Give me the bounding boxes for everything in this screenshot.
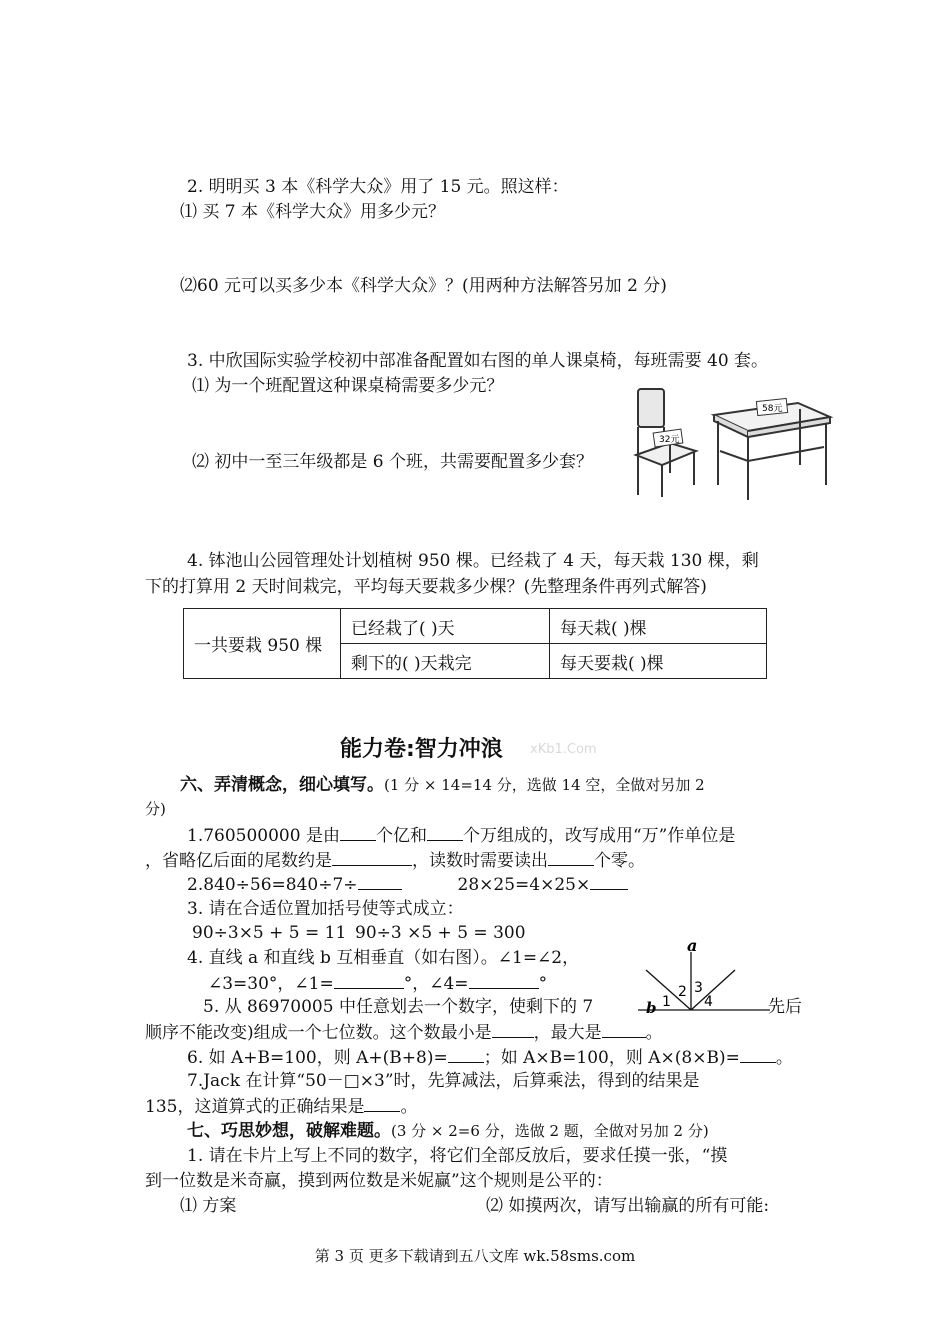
chair-price-tag: 32元	[659, 435, 680, 445]
blank-product[interactable]	[740, 1046, 776, 1063]
s6-item3-eq2: 90÷3 ×5 + 5 = 300	[355, 923, 526, 943]
s6-i1-text-e: ，读数时需要读出	[412, 851, 548, 871]
s7-item1-line2: 到一位数是米奇赢，摸到两位数是米妮赢”这个规则是公平的：	[145, 1171, 613, 1191]
q2-stem: 2. 明明买 3 本《科学大众》用了 15 元。照这样：	[187, 177, 569, 197]
angle-2-label: 2	[678, 984, 687, 1000]
watermark: xKb1.Com	[530, 742, 597, 757]
angle-1-label: 1	[662, 994, 671, 1010]
s6-item5-line1-a: 5. 从 86970005 中任意划去一个数字，使剩下的 7	[203, 997, 594, 1017]
s6-item5-line1-b: 先后	[768, 997, 802, 1017]
s6-i6-text-b: ；如 A×B=100，则 A×(8×B)=	[483, 1048, 740, 1068]
s6-i1-text-c: 个万组成的，改写成用“万”作单位是	[462, 826, 736, 846]
s6-i5-text-d: ，最大是	[533, 1023, 602, 1043]
s6-i2-text-b: 28×25=4×25×	[457, 875, 591, 895]
s6-i2-text-a: 2.840÷56=840÷7÷	[187, 875, 358, 895]
s6-i1-text-f: 个零。	[594, 851, 645, 871]
desk-chair-illustration	[630, 385, 840, 503]
blank-billions[interactable]	[340, 824, 376, 841]
q4-line2: 下的打算用 2 天时间栽完，平均每天要栽多少棵？(先整理条件再列式解答)	[145, 577, 707, 597]
angle-diagram	[610, 938, 770, 1018]
s6-i5-text-c: 顺序不能改变)组成一个七位数。这个数最小是	[145, 1023, 492, 1043]
s6-heading-note: (1 分 × 14=14 分，选做 14 空，全做对另加 2	[384, 776, 705, 794]
s6-item4-line1: 4. 直线 a 和直线 b 互相垂直（如右图）。∠1=∠2，	[187, 948, 580, 968]
s6-i4-text-b: ∠3=30°，∠1=	[208, 974, 334, 994]
table-cell-remaining-days[interactable]: 剩下的( )天栽完	[341, 644, 550, 679]
s6-i7-text-c: 。	[400, 1097, 418, 1117]
s6-i4-text-c: °，∠4=	[403, 974, 469, 994]
s6-i6-text-c: 。	[775, 1048, 793, 1068]
q4-line1: 4. 钵池山公园管理处计划植树 950 棵。已经栽了 4 天，每天栽 130 棵，剩	[187, 551, 759, 571]
s6-i1-text-a: 1.760500000 是由	[187, 826, 340, 846]
s6-item7-line1: 7.Jack 在计算“50－□×3”时，先算减法，后算乘法，得到的结果是	[187, 1071, 700, 1091]
blank-correct-result[interactable]	[364, 1095, 400, 1112]
s6-heading-note2: 分)	[145, 800, 166, 818]
s6-item3-eq1: 90÷3×5 + 5 = 11	[192, 923, 347, 943]
blank-zeros[interactable]	[548, 849, 594, 866]
angle-3-label: 3	[694, 980, 703, 996]
section-title: 能力卷:智力冲浪	[340, 737, 503, 762]
s6-heading	[180, 774, 705, 796]
blank-max[interactable]	[602, 1021, 646, 1038]
table-cell-per-day[interactable]: 每天栽( )棵	[550, 609, 767, 644]
s6-item1-line1	[187, 824, 735, 847]
table-total: 一共要栽 950 棵	[184, 609, 341, 679]
s6-item2	[187, 873, 628, 896]
s7-part2: ⑵ 如摸两次，请写出输赢的所有可能:	[486, 1196, 770, 1216]
s6-i4-text-d: °	[538, 974, 548, 994]
blank-sum[interactable]	[448, 1046, 484, 1063]
s7-heading-title: 七、巧思妙想，破解难题。	[187, 1121, 391, 1141]
s6-i1-text-d: ，省略亿后面的尾数约是	[145, 851, 332, 871]
s6-i5-text-e: 。	[645, 1023, 663, 1043]
table-cell-days-planted[interactable]: 已经栽了( )天	[341, 609, 550, 644]
s6-item5-line2	[145, 1021, 663, 1044]
q3-part2: ⑵ 初中一至三年级都是 6 个班，共需要配置多少套？	[192, 452, 594, 472]
s6-item7-line2	[145, 1095, 417, 1118]
s6-i7-text-b: 135，这道算式的正确结果是	[145, 1097, 365, 1117]
angle-4-label: 4	[704, 994, 713, 1010]
blank-multiplication[interactable]	[590, 873, 628, 890]
s6-item3: 3. 请在合适位置加括号使等式成立：	[187, 899, 464, 919]
s7-part1: ⑴ 方案	[180, 1196, 237, 1216]
conditions-table	[183, 608, 767, 679]
desk-price-tag: 58元	[762, 404, 783, 414]
s6-i1-text-b: 个亿和	[375, 826, 427, 846]
q2-part2: ⑵60 元可以买多少本《科学大众》？(用两种方法解答另加 2 分)	[180, 276, 667, 296]
s7-item1-line1: 1. 请在卡片上写上不同的数字，将它们全部反放后，要求任摸一张，“摸	[187, 1146, 728, 1166]
desk-icon	[714, 403, 830, 500]
q2-part1: ⑴ 买 7 本《科学大众》用多少元？	[180, 202, 446, 222]
blank-approx[interactable]	[332, 849, 412, 866]
blank-ten-thousands[interactable]	[427, 824, 463, 841]
page-footer: 第 3 页 更多下载请到五八文库 wk.58sms.com	[314, 1247, 636, 1265]
q3-stem: 3. 中欣国际实验学校初中部准备配置如右图的单人课桌椅，每班需要 40 套。	[187, 351, 769, 371]
blank-angle4[interactable]	[469, 972, 539, 989]
line-a-label: a	[687, 938, 698, 955]
s7-heading-note: (3 分 × 2=6 分，选做 2 题，全做对另加 2 分)	[391, 1122, 709, 1140]
blank-angle1[interactable]	[334, 972, 404, 989]
blank-min[interactable]	[492, 1021, 534, 1038]
line-b-label: b	[646, 999, 657, 1017]
s6-item1-line2	[145, 849, 645, 872]
blank-division[interactable]	[358, 873, 402, 890]
s6-heading-title: 六、弄清概念，细心填写。	[180, 775, 384, 795]
s6-item4-line2	[208, 972, 547, 995]
q3-part1: ⑴ 为一个班配置这种课桌椅需要多少元？	[192, 376, 504, 396]
s6-i6-text-a: 6. 如 A+B=100，则 A+(B+8)=	[187, 1048, 448, 1068]
s6-item6	[187, 1046, 793, 1069]
table-cell-daily-target[interactable]: 每天要栽( )棵	[550, 644, 767, 679]
s7-heading	[187, 1120, 709, 1142]
